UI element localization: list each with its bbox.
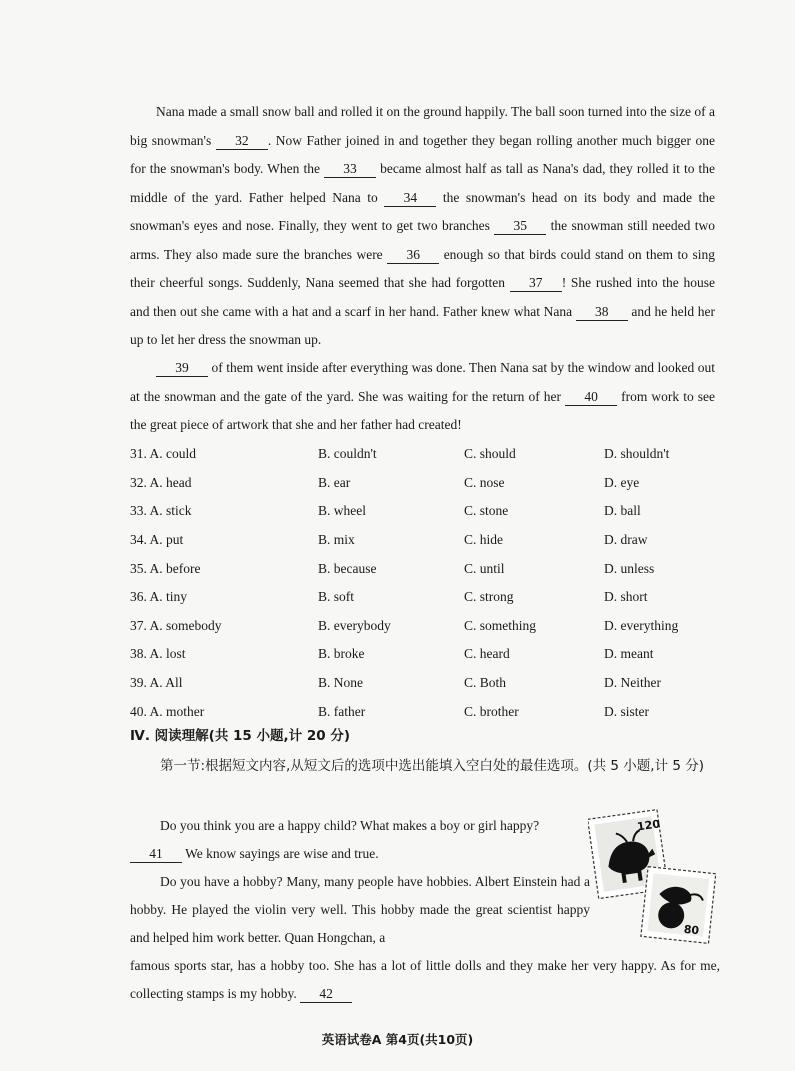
passage-text: from work to see the great piece of artwork that she and her father had created! bbox=[130, 388, 716, 432]
blank-35: 35 bbox=[494, 218, 546, 235]
option-c: C. until bbox=[464, 560, 505, 576]
option-row bbox=[130, 583, 710, 612]
option-a: 35. A. before bbox=[130, 560, 201, 576]
option-row bbox=[130, 526, 710, 555]
blank-38: 38 bbox=[576, 304, 628, 321]
option-d: D. draw bbox=[604, 532, 648, 548]
passage-text: of them went inside after everything was done. Then Nana sat by the window and looked out at the snowman and the gate of the yard. She was waiting for the return of her bbox=[130, 360, 716, 404]
page-footer: 英语试卷A 第4页(共10页) bbox=[321, 1032, 474, 1047]
option-d: D. everything bbox=[604, 617, 679, 633]
blank-42: 42 bbox=[300, 986, 352, 1003]
option-row bbox=[130, 554, 710, 583]
option-a: 34. A. put bbox=[130, 532, 184, 548]
option-d: D. Neither bbox=[604, 675, 661, 691]
reading-line-2 bbox=[130, 840, 590, 868]
option-a: 36. A. tiny bbox=[130, 589, 188, 605]
reading-text: Do you have a hobby? Many, many people have hobbies. Albert Einstein had a hobby. He played the violin very well. This hobby made the great scientist happy and helped him work better. Quan Hongchan, a bbox=[130, 874, 590, 945]
option-b: B. broke bbox=[318, 646, 365, 662]
passage-text: the snowman still needed two arms. They also made sure the branches were bbox=[130, 218, 716, 262]
stamp-value-top: 120 bbox=[636, 817, 661, 834]
option-b: B. because bbox=[318, 560, 377, 576]
cloze-paragraph-1 bbox=[130, 98, 715, 355]
option-b: B. wheel bbox=[318, 503, 366, 519]
option-b: B. mix bbox=[318, 532, 355, 548]
option-a: 37. A. somebody bbox=[130, 617, 222, 633]
blank-37: 37 bbox=[510, 275, 562, 292]
option-c: C. nose bbox=[464, 474, 505, 490]
option-c: C. Both bbox=[464, 675, 507, 691]
passage-text: enough so that birds could stand on them to sing their cheerful songs. Suddenly, Nana seemed that she had forgotten bbox=[130, 246, 716, 290]
answer-options bbox=[130, 440, 710, 726]
option-row bbox=[130, 469, 710, 498]
option-d: D. ball bbox=[604, 503, 641, 519]
section-instructions: 第一节:根据短文内容,从短文后的选项中选出能填入空白处的最佳选项。(共 5 小题,计 5 分) bbox=[160, 758, 705, 774]
stamps-image bbox=[588, 808, 716, 944]
option-row bbox=[130, 497, 710, 526]
passage-text: the snowman's head on its body and made the snowman's eyes and nose. Finally, they went to get two branches bbox=[130, 189, 716, 233]
option-c: C. stone bbox=[464, 503, 509, 519]
blank-33: 33 bbox=[324, 161, 376, 178]
option-c: C. hide bbox=[464, 532, 503, 548]
option-row bbox=[130, 612, 710, 641]
passage-text: and he held her up to let her dress the snowman up. bbox=[130, 303, 716, 347]
passage-text: became almost half as tall as Nana's dad, they rolled it to the middle of the yard. Father helped Nana to bbox=[130, 161, 716, 205]
reading-paragraph-2 bbox=[130, 868, 590, 952]
option-d: D. sister bbox=[604, 703, 649, 719]
stamp-value-bottom: 80 bbox=[683, 922, 700, 938]
passage-text: . Now Father joined in and together they began rolling another much bigger one for the snowman's body. When the bbox=[130, 132, 716, 176]
option-d: D. eye bbox=[604, 474, 640, 490]
passage-text: Nana made a small snow ball and rolled it on the ground happily. The ball soon turned into the size of a big snowman's bbox=[130, 104, 715, 148]
option-a: 40. A. mother bbox=[130, 703, 205, 719]
blank-36: 36 bbox=[387, 247, 439, 264]
option-c: C. strong bbox=[464, 589, 514, 605]
option-row bbox=[130, 697, 710, 726]
section-heading: Ⅳ. 阅读理解(共 15 小题,计 20 分) bbox=[130, 728, 351, 744]
option-row bbox=[130, 440, 710, 469]
option-b: B. father bbox=[318, 703, 366, 719]
option-c: C. brother bbox=[464, 703, 519, 719]
reading-line-1 bbox=[130, 812, 590, 840]
option-c: C. heard bbox=[464, 646, 510, 662]
option-c: C. something bbox=[464, 617, 537, 633]
option-b: B. everybody bbox=[318, 617, 391, 633]
reading-paragraph-3 bbox=[130, 952, 720, 1008]
option-d: D. unless bbox=[604, 560, 655, 576]
option-d: D. short bbox=[604, 589, 648, 605]
reading-text: Do you think you are a happy child? What makes a boy or girl happy? bbox=[160, 818, 540, 833]
option-d: D. meant bbox=[604, 646, 654, 662]
option-c: C. should bbox=[464, 446, 516, 462]
cloze-paragraph-2 bbox=[130, 354, 715, 440]
blank-40: 40 bbox=[565, 389, 617, 406]
option-b: B. ear bbox=[318, 474, 351, 490]
passage-text: ! She rushed into the house and then out she came with a hat and a scarf in her hand. Father knew what Nana bbox=[130, 275, 715, 319]
option-d: D. shouldn't bbox=[604, 446, 670, 462]
reading-text: famous sports star, has a hobby too. She has a lot of little dolls and they make her very happy. As for me, collecting stamps is my hobby. bbox=[130, 958, 720, 1001]
option-b: B. soft bbox=[318, 589, 355, 605]
option-a: 39. A. All bbox=[130, 675, 183, 691]
option-a: 32. A. head bbox=[130, 474, 192, 490]
option-a: 33. A. stick bbox=[130, 503, 192, 519]
blank-39: 39 bbox=[156, 360, 208, 377]
blank-32: 32 bbox=[216, 133, 268, 150]
blank-41: 41 bbox=[130, 846, 182, 863]
reading-text: We know sayings are wise and true. bbox=[185, 846, 379, 861]
option-b: B. None bbox=[318, 675, 363, 691]
option-row bbox=[130, 640, 710, 669]
option-a: 38. A. lost bbox=[130, 646, 186, 662]
option-row bbox=[130, 669, 710, 698]
stamp-rat bbox=[641, 867, 716, 944]
option-a: 31. A. could bbox=[130, 446, 196, 462]
blank-34: 34 bbox=[384, 190, 436, 207]
stamps-illustration bbox=[588, 808, 716, 944]
option-b: B. couldn't bbox=[318, 446, 377, 462]
